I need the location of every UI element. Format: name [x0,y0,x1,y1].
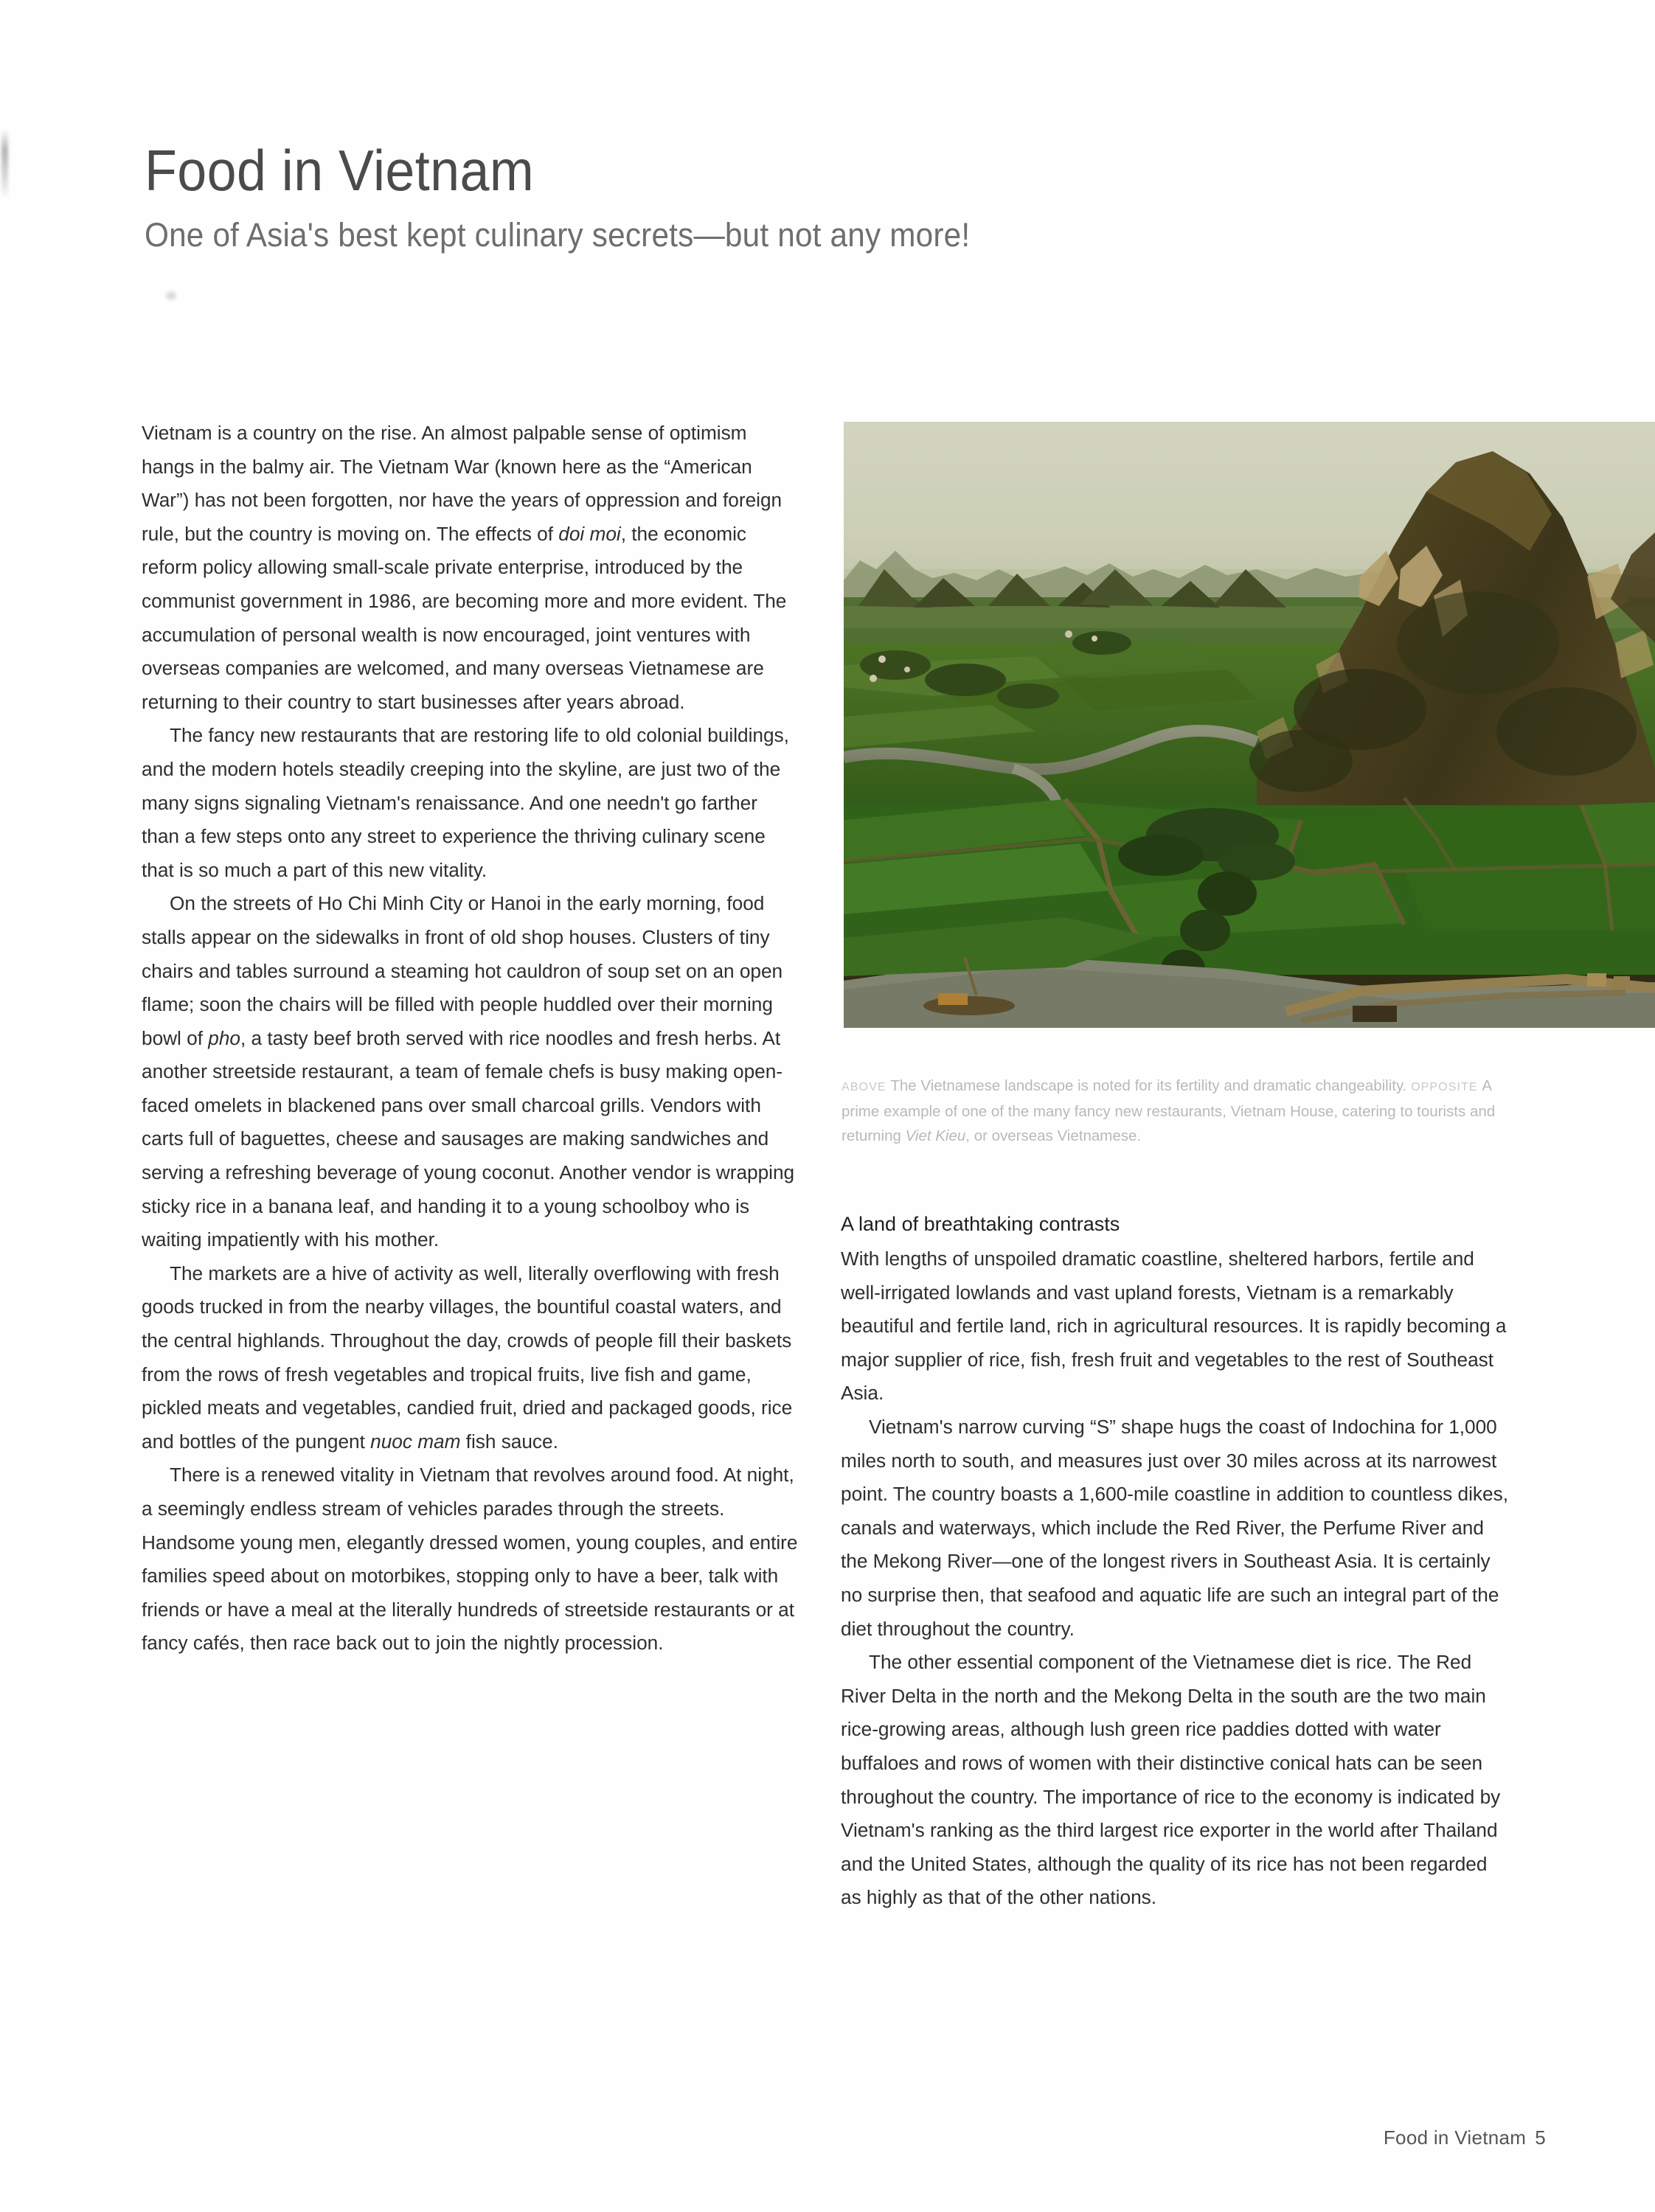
page-header [145,140,1398,256]
italic-term: pho [208,1026,240,1049]
scan-artifact-speck [166,291,176,300]
caption-label-opposite: OPPOSITE [1411,1081,1478,1093]
page-footer [1384,2126,1546,2149]
article-left-column [142,417,798,1660]
paragraph: The fancy new restaurants that are restoring life to old colonial buildings, and the modern hotels steadily creeping into the skyline, are just two of the many signs signaling Vietnam's renaissance. And one needn't go farther than a few steps onto any street to experience the thriving culinary scene that is so much a part of this new vitality. [142,724,789,881]
paragraph: There is a renewed vitality in Vietnam that revolves around food. At night, a seemingly endless stream of vehicles parades through the streets. Handsome young men, elegantly dressed women, young couples, and entire families speed about on motorbikes, stopping only to have a beer, talk with friends or have a meal at the literally hundreds of streetside restaurants or at fancy cafés, then race back out to join the nightly procession. [142,1464,798,1655]
paragraph: With lengths of unspoiled dramatic coastline, sheltered harbors, fertile and well-irrigated lowlands and vast upland forests, Vietnam is a remarkably beautiful and fertile land, rich in agricultural resources. It is rapidly becoming a major supplier of rice, fish, fresh fruit and vegetables to the rest of Southeast Asia. [841,1248,1507,1405]
caption-body-opposite-1: A prime example of one of the many fancy new restaurants, Vietnam House, catering to tourists and returning [842,1077,1496,1144]
section-heading: A land of breathtaking contrasts [841,1213,1120,1235]
caption-body-above: The Vietnamese landscape is noted for its fertility and dramatic changeability. [890,1077,1407,1094]
page-subtitle: One of Asia's best kept culinary secrets—but not any more! [145,215,971,254]
paragraph: The markets are a hive of activity as well, literally overflowing with fresh goods trucked in from the nearby villages, the bountiful coastal waters, and the central highlands. Throughout the day, crowds of people fill their baskets from the rows of fresh vegetables and tropical fruits, live fish and game, pickled meats and vegetables, candied fruit, dried and packaged goods, rice and bottles of the pungent nuoc mam fish sauce. [142,1262,793,1453]
caption-italic-term: Viet Kieu [905,1127,966,1144]
caption-body-opposite-2: , or overseas Vietnamese. [965,1127,1142,1144]
paragraph: On the streets of Ho Chi Minh City or Hanoi in the early morning, food stalls appear on the sidewalks in front of old shop houses. Clusters of tiny chairs and tables surround a steaming hot cauldron of soup set on an open flame; soon the chairs will be filled with people huddled over their morning bowl of pho, a tasty beef broth served with rice noodles and fresh herbs. At another streetside restaurant, a team of female chefs is busy making open-faced omelets in blackened pans over small charcoal grills. Vendors with carts full of baguettes, cheese and sausages are making sandwiches and serving a refreshing beverage of young coconut. Another vendor is wrapping sticky rice in a banana leaf, and handing it to a young schoolboy who is waiting impatiently with his mother. [142,892,795,1251]
paragraph: Vietnam's narrow curving “S” shape hugs the coast of Indochina for 1,000 miles north to south, and measures just over 30 miles across at its narrowest point. The country boasts a 1,600-mile coastline in addition to countless dikes, canals and waterways, which include the Red River, the Perfume River and the Mekong River—one of the longest rivers in Southeast Asia. It is certainly no surprise then, that seafood and aquatic life are such an integral part of the diet throughout the country. [841,1415,1508,1640]
photo-caption [842,1074,1527,1148]
landscape-photo [844,422,1655,1028]
caption-label-above: ABOVE [842,1081,887,1093]
page-title: Food in Vietnam [145,138,535,203]
paragraph: The other essential component of the Vietnamese diet is rice. The Red River Delta in the north and the Mekong Delta in the south are the two main rice-growing areas, although lush green rice paddies dotted with water buffaloes and rows of women with their distinctive conical hats can be seen throughout the country. The importance of rice to the economy is indicated by Vietnam's ranking as the third largest rice exporter in the world after Thailand and the United States, although the quality of its rice has not been regarded as highly as that of the other nations. [841,1651,1501,1909]
italic-term: nuoc mam [370,1430,461,1453]
article-right-column [841,1208,1512,1915]
paragraph: Vietnam is a country on the rise. An almost palpable sense of optimism hangs in the balmy air. The Vietnam War (known here as the “American War”) has not been forgotten, nor have the years of oppression and foreign rule, but the country is moving on. The effects of doi moi, the economic reform policy allowing small-scale private enterprise, introduced by the communist government in 1986, are becoming more and more evident. The accumulation of personal wealth is now encouraged, joint ventures with overseas companies are welcomed, and many overseas Vietnamese are returning to their country to start businesses after years abroad. [142,422,787,713]
footer-running-title: Food in Vietnam [1383,2126,1527,2149]
scan-artifact-left-edge [1,129,8,199]
landscape-photo-illustration [844,422,1655,1028]
footer-page-number: 5 [1535,2126,1546,2149]
italic-term: doi moi [558,522,621,545]
